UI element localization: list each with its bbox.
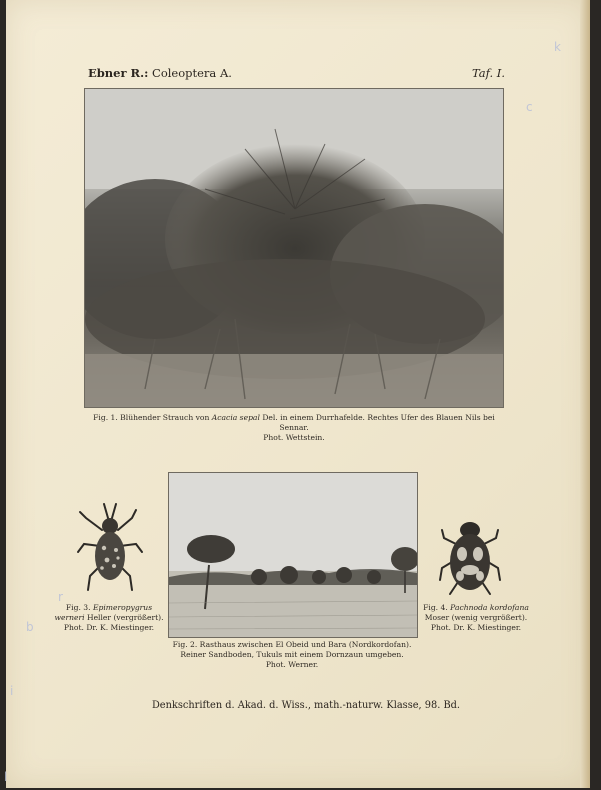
running-header — [88, 66, 232, 80]
header-author: Ebner R.: — [88, 66, 149, 80]
fig3-prefix: Fig. 3. — [65, 603, 93, 612]
fig3-species-genus: Epimeropygrus — [92, 603, 153, 612]
fig3-credit: Phot. Dr. K. Miestinger. — [63, 623, 155, 632]
plate-number: Taf. I. — [472, 66, 505, 80]
plate-page — [6, 0, 590, 788]
fig4-species: Pachnoda kordofana — [450, 603, 529, 612]
figure-1-photo — [84, 88, 504, 408]
weevil-beetle-image — [74, 500, 146, 596]
acacia-shrub-image — [85, 89, 503, 407]
watermark-glyph: k — [554, 40, 561, 54]
fig3-suffix: Heller (vergrößert). — [84, 613, 164, 622]
watermark-glyph: r — [58, 590, 63, 604]
fig1-suffix: Del. in einem Durrhafelde. Rechtes Ufer des Blauen Nils bei Sennar. — [259, 413, 495, 432]
watermark-glyph: i — [10, 684, 14, 698]
fig2-line2: Reiner Sandboden, Tukuls mit einem Dornzaun umgeben. — [180, 650, 404, 659]
watermark-glyph: b — [26, 620, 34, 634]
figure-1-caption — [84, 413, 504, 443]
figure-2-photo — [168, 472, 418, 638]
watermark-glyph: l — [4, 770, 8, 784]
fig2-credit: Phot. Werner. — [265, 660, 319, 669]
fig1-species: Acacia sepal — [211, 413, 260, 422]
figure-3-caption — [54, 603, 164, 633]
fig1-prefix: Fig. 1. Blühender Strauch von — [93, 413, 212, 422]
fig2-line1: Fig. 2. Rasthaus zwischen El Obeid und Bara (Nordkordofan). — [172, 640, 412, 649]
publication-footer: Denkschriften d. Akad. d. Wiss., math.-naturw. Klasse, 98. Bd. — [151, 700, 461, 711]
page-edge — [580, 0, 590, 788]
fig3-species-epithet: werneri — [54, 613, 85, 622]
watermark-glyph: c — [526, 100, 533, 114]
fig4-prefix: Fig. 4. — [423, 603, 451, 612]
fig1-credit: Phot. Wettstein. — [263, 433, 325, 442]
header-title: Coleoptera A. — [152, 66, 232, 80]
rest-house-image — [169, 473, 417, 637]
fig4-line2: Moser (wenig vergrößert). — [424, 613, 528, 622]
figure-2-caption — [156, 640, 428, 670]
figure-4-caption — [420, 603, 532, 633]
fig4-credit: Phot. Dr. K. Miestinger. — [430, 623, 522, 632]
chafer-beetle-image — [438, 510, 502, 600]
